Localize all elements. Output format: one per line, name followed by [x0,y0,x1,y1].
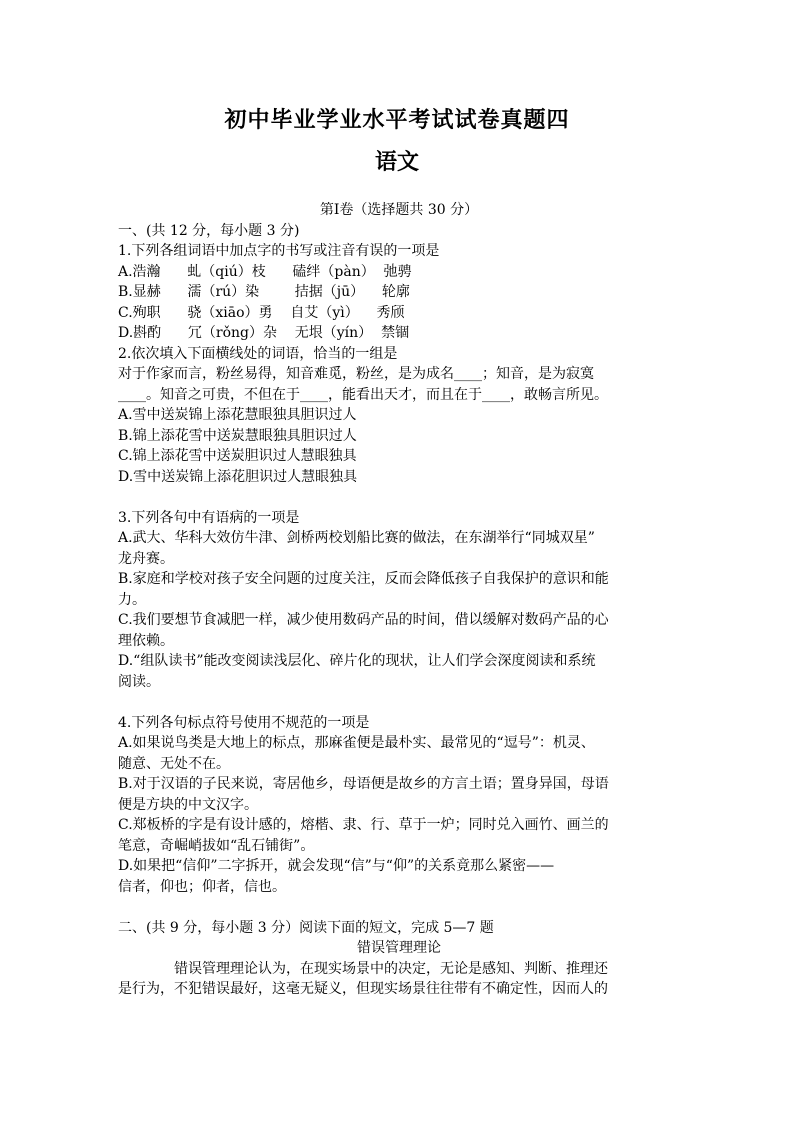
option-line: D.“组队读书”能改变阅读浅层化、碎片化的现状，让人们学会深度阅读和系统 [118,653,596,669]
section-heading: 一、(共 12 分，每小题 3 分) [118,222,300,239]
question-1-option-d: D.斟酌 冗（rǒng）杂 无垠（yín） 禁锢 [118,325,410,341]
question-4-option-d [118,856,680,897]
question-3-option-b [118,569,680,610]
question-3-option-d [118,651,680,692]
question-1-option-b: B.显赫 濡（rú）染 拮据（jū） 轮廓 [118,284,410,300]
option-line: 笔意，奇崛峭拔如“乱石铺街”。 [118,837,315,854]
question-4-stem: 4.下列各句标点符号使用不规范的一项是 [118,714,370,731]
option-line: 便是方块的中文汉字。 [118,796,258,813]
option-line: A.武大、华科大效仿牛津、剑桥两校划船比赛的做法，在东湖举行“同城双星” [118,530,595,546]
exam-content [118,200,680,1000]
question-3-option-a [118,528,680,569]
question-2-passage-line: ____。知音之可贵，不但在于____，能看出天才，而且在于____，敢畅言所见。 [118,386,608,403]
question-2-option-b: B.锦上添花雪中送炭慧眼独具胆识过人 [118,427,357,444]
question-2-option-d: D.雪中送炭锦上添花胆识过人慧眼独具 [118,468,358,485]
question-3-option-c [118,610,680,651]
option-line: 随意、无处不在。 [118,755,230,772]
article-title: 错误管理理论 [357,940,441,956]
option-line: A.如果说鸟类是大地上的标点，那麻雀便是最朴实、最常见的“逗号”：机灵、 [118,735,595,751]
option-line: C.我们要想节食减肥一样，减少使用数码产品的时间，借以缓解对数码产品的心 [118,612,609,628]
option-line: 阅读。 [118,673,160,690]
question-4-option-b [118,774,680,815]
question-3-stem: 3.下列各句中有语病的一项是 [118,509,300,526]
option-line: 理依赖。 [118,632,174,649]
exam-title: 初中毕业学业水平考试试卷真题四 [224,107,570,133]
option-line: C.郑板桥的字是有设计感的，熔楷、隶、行、草于一炉；同时兑入画竹、画兰的 [118,817,609,833]
option-line: B.对于汉语的子民来说，寄居他乡，母语便是故乡的方言土语；置身异国，母语 [118,776,609,792]
option-line: 龙舟赛。 [118,550,174,567]
question-1-option-a: A.浩瀚 虬（qiú）枝 磕绊（pàn） 弛骋 [118,263,412,280]
article-paragraph-line: 错误管理理论认为，在现实场景中的决定，无论是感知、判断、推理还 [174,960,608,977]
question-4-option-c [118,815,680,856]
question-1-stem: 1.下列各组词语中加点字的书写或注音有误的一项是 [118,243,440,259]
part-heading: 第Ⅰ卷（选择题共 30 分） [319,202,479,218]
question-2-option-c: C.锦上添花雪中送炭胆识过人慧眼独具 [118,448,357,464]
question-2-passage-line: 对于作家而言，粉丝易得，知音难觅，粉丝，是为成名____；知音，是为寂寞 [118,366,594,382]
exam-subject: 语文 [374,149,419,175]
article-paragraph-line: 是行为，不犯错误最好，这毫无疑义，但现实场景往往带有不确定性，因而人的 [118,981,608,997]
option-line: 信者，仰也；仰者，信也。 [118,878,286,895]
question-1-option-c: C.殉职 骁（xiāo）勇 自艾（yì） 秀颀 [118,304,405,321]
question-2-option-a: A.雪中送炭锦上添花慧眼独具胆识过人 [118,407,357,423]
option-line: D.如果把“信仰”二字拆开，就会发现“信”与“仰”的关系竟那么紧密—— [118,858,555,874]
option-line: 力。 [118,591,146,608]
question-2-stem: 2.依次填入下面横线处的词语，恰当的一组是 [118,345,398,362]
option-line: B.家庭和学校对孩子安全问题的过度关注，反而会降低孩子自我保护的意识和能 [118,571,609,587]
section-2-heading: 二、(共 9 分，每小题 3 分）阅读下面的短文，完成 5—7 题 [118,919,494,936]
question-4-option-a [118,733,680,774]
